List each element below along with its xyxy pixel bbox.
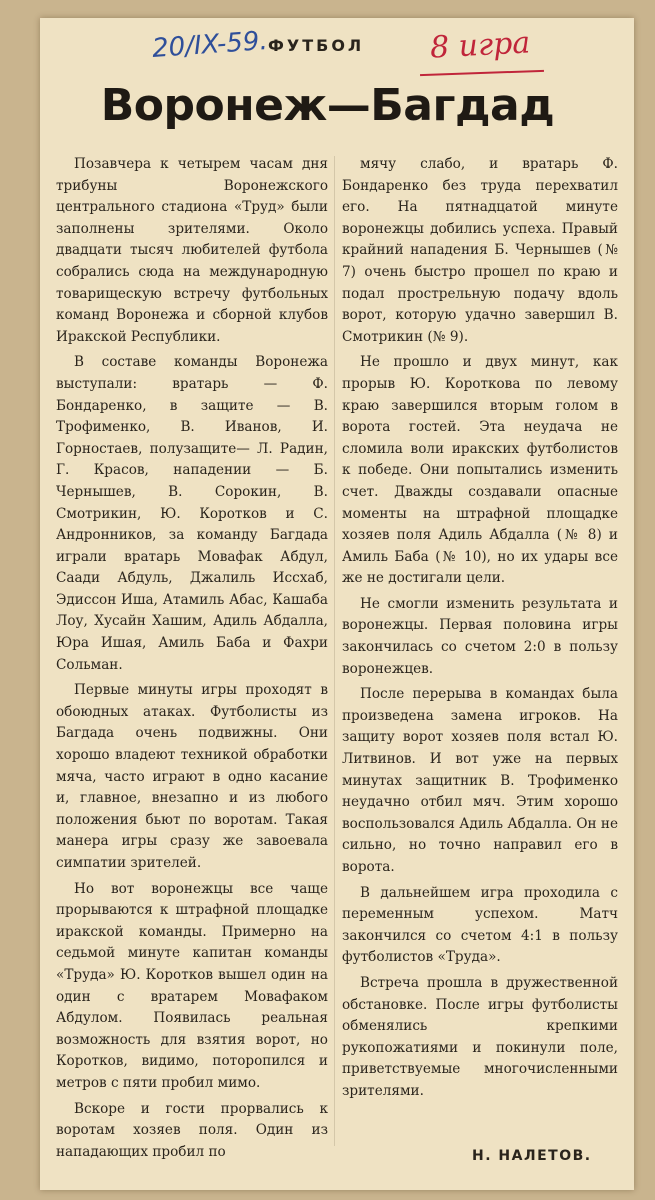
- section-rubric: ФУТБОЛ: [268, 36, 365, 55]
- paragraph: В составе команды Воронежа выступали: вратарь — Ф. Бондаренко, в защите — В. Трофименко, В. Иванов, И. Горностаев, полузащите— Л. Радин, Г. Красов, нападении — Б. Чернышев, В. Сорокин, В. Смотрикин, Ю. Коротков и С. Андронников, за команду Багдада играли вратарь Мовафак Абдул, Саади Абдуль, Джалиль Иссхаб, Эдиссон Иша, Атамиль Абас, Кашаба Лоу, Хусайн Хашим, Адиль Абдалла, Юра Ишая, Амиль Баба и Фахри Сольман.: [56, 354, 328, 673]
- article-headline: Воронеж—Багдад: [100, 80, 555, 131]
- paragraph: Не смогли изменить результата и воронежцы. Первая половина игры закончилась со счетом 2:0 в пользу воронежцев.: [342, 595, 618, 677]
- paragraph: Первые минуты игры проходят в обоюдных атаках. Футболисты из Багдада очень подвижны. Они хорошо владеют техникой обработки мяча, часто играют в одно касание и, главное, внезапно и из любого положения бьют по воротам. Такая манера игры сразу же завоевала симпатии зрителей.: [56, 682, 328, 871]
- paragraph: мячу слабо, и вратарь Ф. Бондаренко без труда перехватил его. На пятнадцатой минуте воронежцы добились успеха. Правый крайний нападения Б. Чернышев (№ 7) очень быстро прошел по краю и подал прострельную подачу вдоль ворот, которую удачно завершил В. Смотрикин (№ 9).: [342, 156, 618, 345]
- paragraph: Но вот воронежцы все чаще прорываются к штрафной площадке иракской команды. Примерно на седьмой минуте капитан команды «Труда» Ю. Коротков вышел один на один с вратарем Мовафаком Абдулом. Появилась реальная возможность для взятия ворот, но Коротков, видимо, поторопился и метров с пяти пробил мимо.: [56, 880, 328, 1091]
- handwritten-date-note: 20/IX-59.: [151, 26, 269, 64]
- paragraph: После перерыва в командах была произведена замена игроков. На защиту ворот хозяев поля встал Ю. Литвинов. И вот уже на первых минутах защитник В. Трофименко неудачно отбил мяч. Этим хорошо воспользовался Адиль Абдалла. Он не сильно, но точно направил его в ворота.: [342, 686, 618, 875]
- author-byline: Н. НАЛЕТОВ.: [472, 1148, 592, 1164]
- article-column-right: [342, 154, 618, 1107]
- paragraph: Вскоре и гости прорвались к воротам хозяев поля. Один из нападающих пробил по: [56, 1100, 328, 1160]
- paragraph: Позавчера к четырем часам дня трибуны Воронежского центрального стадиона «Труд» были заполнены зрителями. Около двадцати тысяч любителей футбола собрались сюда на международную товарищескую встречу футбольных команд Воронежа и сборной клубов Иракской Республики.: [56, 156, 328, 345]
- paragraph: Встреча прошла в дружественной обстановке. После игры футболисты обменялись крепкими рукопожатиями и покинули поле, приветствуемые многочисленными зрителями.: [342, 974, 618, 1099]
- handwritten-game-note: 8 игра: [429, 25, 532, 66]
- paragraph: В дальнейшем игра проходила с переменным успехом. Матч закончился со счетом 4:1 в пользу футболистов «Труда».: [342, 884, 618, 966]
- column-divider: [334, 156, 335, 1146]
- article-column-left: [56, 154, 328, 1167]
- paragraph: Не прошло и двух минут, как прорыв Ю. Короткова по левому краю завершился вторым голом в ворота гостей. Эта неудача не сломила воли иракских футболистов к победе. Они попытались изменить счет. Дважды создавали опасные моменты на штрафной площадке хозяев поля Адиль Абдалла (№ 8) и Амиль Баба (№ 10), но их удары все же не достигали цели.: [342, 354, 618, 587]
